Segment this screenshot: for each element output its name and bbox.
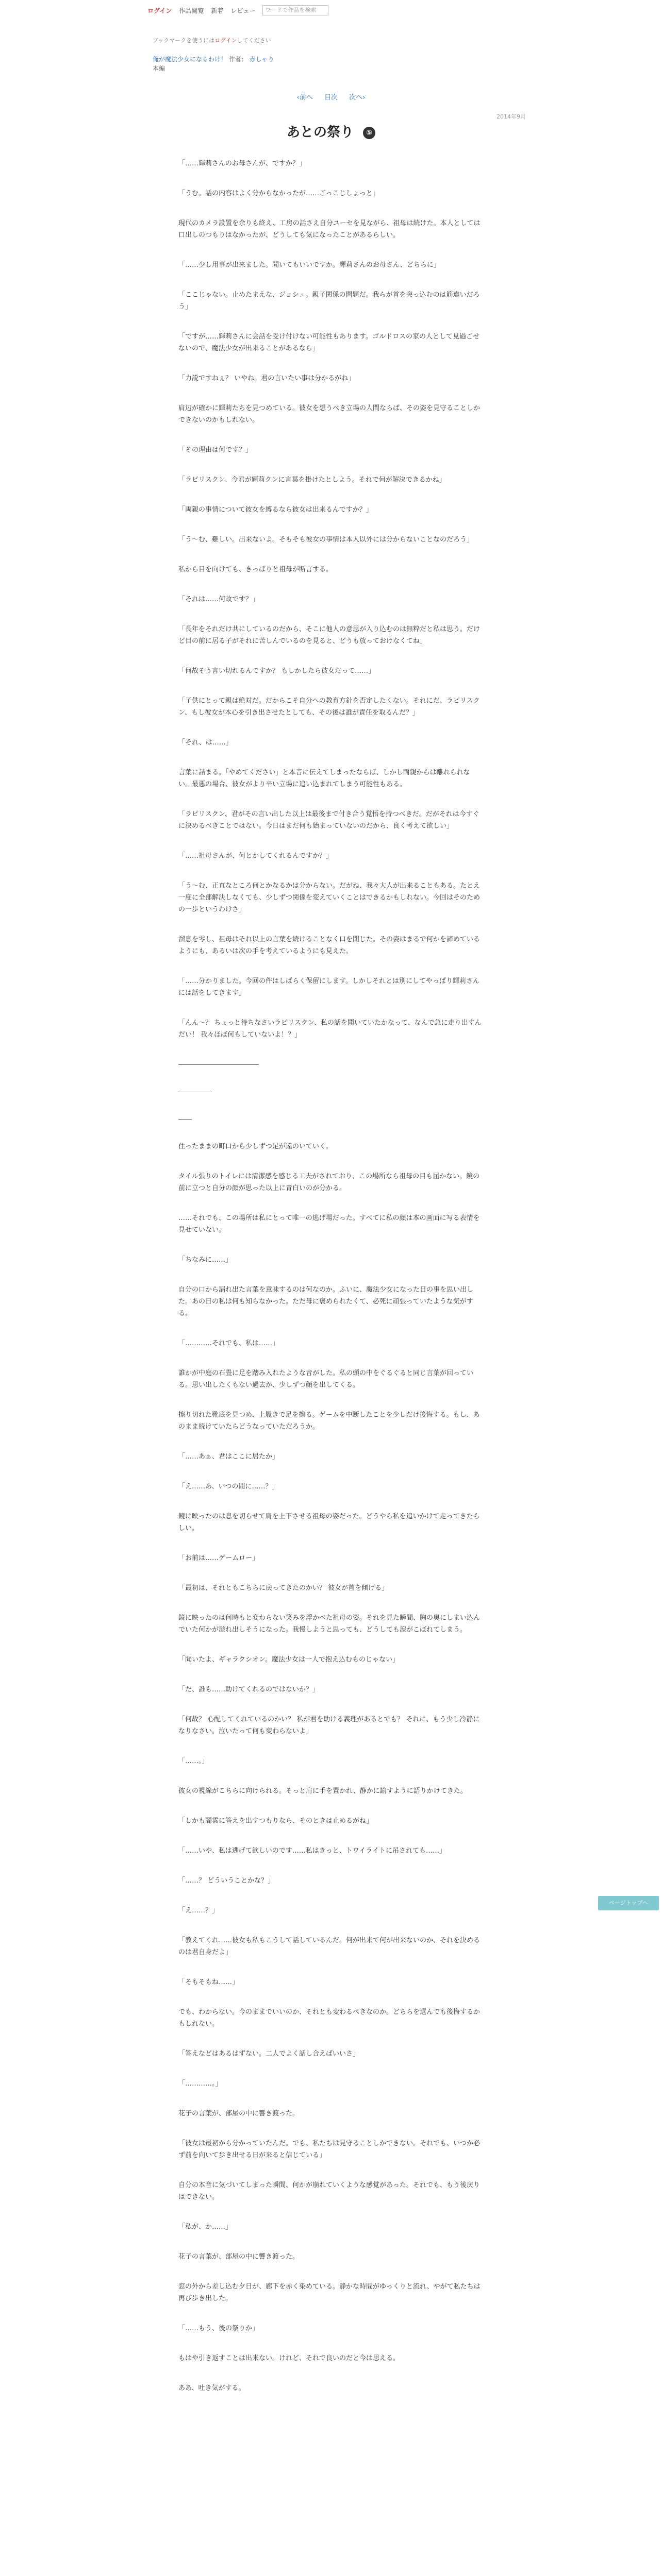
paragraph: 「何故そう言い切れるんですか？ もしかしたら彼女だって……」 bbox=[178, 667, 375, 675]
series-link[interactable]: 俺が魔法少女になるわけ！ bbox=[153, 56, 227, 63]
paragraph: 自分の口から漏れ出た言葉を意味するのは何なのか。ふいに、魔法少女になった日の事を思い出した。あの日の私は何も知らなかった。ただ母に褒められたくて、必死に頑張っていたような気がする。 bbox=[178, 1286, 474, 1317]
body-section-b bbox=[178, 1141, 483, 2394]
paragraph: 「……いや、私は逃げて欲しいのです……私はきっと、トワイライトに吊されても……」 bbox=[178, 1847, 446, 1855]
paragraph: 花子の言葉が、部屋の中に響き渡った。 bbox=[178, 2110, 300, 2117]
prev-link[interactable]: ‹前へ bbox=[296, 94, 313, 101]
paragraph: 「最初は、それともこちらに戻ってきたのかい？ 彼女が首を傾げる」 bbox=[178, 1584, 389, 1592]
scene-separator-3: ―― bbox=[178, 1115, 192, 1123]
paragraph: 「……祖母さんが、何とかしてくれるんですか？」 bbox=[178, 852, 333, 860]
paragraph: 「両親の事情について彼女を縛るなら彼女は出来るんですか？」 bbox=[178, 506, 373, 514]
scene-separator: ―――――――――――― bbox=[178, 1061, 259, 1069]
paragraph: 「答えなどはあるはずない。二人でよく話し合えばいいさ」 bbox=[178, 2050, 360, 2058]
paragraph: 「え……あ、いつの間に……？」 bbox=[178, 1483, 279, 1490]
paragraph: 「しかも闇雲に答えを出すつもりなら、そのときは止めるがね」 bbox=[178, 1817, 373, 1825]
paragraph: 「長年をそれだけ共にしているのだから、そこに他人の意思が入り込むのは無粋だと私は思う。だけど目の前に居る子がそれに苦しんでいるのを見ると、どうも放っておけなくてね」 bbox=[178, 625, 481, 645]
paragraph: 窓の外から差し込む夕日が、廊下を赤く染めている。静かな時間がゆっくりと流れ、やがて私たちは再び歩き出した。 bbox=[178, 2283, 481, 2302]
paragraph: 「ラピリスクン、君がその言い出した以上は最後まで付き合う覚悟を持つべきだ。だがそれは今すぐに決めるべきことではない。今日はまだ何も始まっていないのだから、良く考えて欲しい」 bbox=[178, 810, 479, 830]
top-nav bbox=[147, 4, 328, 16]
paragraph: 「…………それでも、私は……」 bbox=[178, 1340, 279, 1347]
paragraph: 「ですが……輝莉さんに会話を受け付けない可能性もあります。ゴルドロスの家の人として見過ごせないので、魔法少女が出来ることがあるなら」 bbox=[178, 333, 479, 352]
paragraph: 言葉に詰まる。「やめてください」と本音に伝えてしまったならば、しかし両親からは離れられない。最悪の場合、彼女がより辛い立場に追い込まれてしまう可能性もある。 bbox=[178, 769, 470, 788]
paragraph: 「……輝莉さんのお母さんが、ですか？」 bbox=[178, 160, 306, 167]
paragraph: 擦り切れた靴底を見つめ、上履きで足を擦る。ゲームを中断したことを少しだけ後悔する。もし、あのまま続けていたらどうなっていただろうか。 bbox=[178, 1411, 480, 1431]
paragraph: 「……あぁ、君はここに居たか」 bbox=[178, 1453, 279, 1461]
paragraph: 「う～む、難しい。出来ないよ。そもそも彼女の事情は本人以外には分からないことなのだろう」 bbox=[178, 536, 474, 544]
paragraph: タイル張りのトイレには清潔感を感じる工夫がされており、この場所なら祖母の目も届かない。鏡の前に立つと自分の顔が思った以上に青白いのが分かる。 bbox=[178, 1173, 480, 1192]
page-top-button[interactable]: ページトップへ bbox=[598, 1896, 659, 1910]
notice-login-link[interactable]: ログイン bbox=[214, 37, 237, 44]
paragraph: 「それ、は……」 bbox=[178, 739, 233, 747]
paragraph: 「う～む、正直なところ何とかなるかは分からない。だがね、我々大人が出来ることもある。たとえ一度に全部解決しなくても、少しずつ関係を変えていくことはできるかもしれない。今回はそのための一歩というわけさ」 bbox=[178, 882, 481, 913]
paragraph: 彼女の視線がこちらに向けられる。そっと肩に手を置かれ、静かに諭すように語りかけてきた。 bbox=[178, 1787, 467, 1795]
paragraph: もはや引き返すことは出来ない。けれど、それで良いのだと今は思える。 bbox=[178, 2354, 400, 2362]
paragraph: 「うむ。話の内容はよく分からなかったが……ごっこじしょっと」 bbox=[178, 190, 379, 197]
paragraph: 「そもそもね……」 bbox=[178, 1978, 239, 1986]
login-link[interactable]: ログイン bbox=[147, 7, 172, 14]
paragraph: 「だ、誰も……助けてくれるのではないか？」 bbox=[178, 1686, 320, 1693]
paragraph: 「……少し用事が出来ました。聞いてもいいですか。輝莉さんのお母さん、どちらに」 bbox=[178, 261, 440, 269]
paragraph: 「彼女は最初から分かっていたんだ。でも、私たちは見守ることしかできない。それでも、いつか必ず前を向いて歩き出せる日が来ると信じている」 bbox=[178, 2140, 481, 2159]
paragraph: ああ、吐き気がする。 bbox=[178, 2384, 245, 2392]
paragraph: 「……もう、後の祭りか」 bbox=[178, 2325, 259, 2332]
paragraph: 「ちなみに……」 bbox=[178, 1256, 233, 1264]
paragraph: 「聞いたよ、ギャラクシオン。魔法少女は一人で抱え込むものじゃない」 bbox=[178, 1656, 399, 1664]
paragraph: 花子の言葉が、部屋の中に響き渡った。 bbox=[178, 2253, 300, 2261]
paragraph: 「力説ですねぇ？ いやね。君の言いたい事は分かるがね」 bbox=[178, 375, 355, 382]
paragraph: 「ここじゃない。止めたまえな、ジョシュ。親子関係の問題だ。我らが首を突っ込むのは筋違いだろう」 bbox=[178, 291, 480, 311]
paragraph: 自分の本音に気づいてしまった瞬間、何かが崩れていくような感覚があった。それでも、もう後戻りはできない。 bbox=[178, 2181, 480, 2201]
paragraph: 「……。」 bbox=[178, 1757, 209, 1765]
paragraph: 住ったままの町口から少しずつ足が遠のいていく。 bbox=[178, 1143, 333, 1150]
paragraph: 「え……？」 bbox=[178, 1907, 219, 1914]
paragraph: 「何故？ 心配してくれているのかい？ 私が君を助ける義理があるとでも？ それに、もう少し冷静になりなさい。泣いたって何も変わらないよ」 bbox=[178, 1716, 480, 1735]
paragraph: 「その理由は何です？」 bbox=[178, 446, 253, 454]
paragraph: 誰かが中庭の石畳に足を踏み入れたような音がした。私の頭の中をぐるぐると同じ言葉が回っている。思い出したくもない過去が、少しずつ顔を出してくる。 bbox=[178, 1369, 474, 1389]
top-bar bbox=[0, 0, 662, 21]
scene-separator-2: ――――― bbox=[178, 1088, 212, 1096]
next-link[interactable]: 次へ› bbox=[349, 94, 366, 101]
paragraph: 「教えてくれ……彼女も私もこうして話しているんだ。何が出来て何が出来ないのか、それを決めるのは君自身だよ」 bbox=[178, 1937, 481, 1956]
paragraph: 「んん～？ ちょっと待ちなさいラピリスクン、私の話を聞いていたかなって、なんで急に走り出すんだい！ 我々ほぼ何もしていないよ！？」 bbox=[178, 1019, 482, 1039]
nav-new[interactable]: 新着 bbox=[211, 7, 224, 14]
paragraph: 「…………。」 bbox=[178, 2080, 222, 2088]
breadcrumb bbox=[153, 55, 274, 63]
notice-suffix: してください bbox=[237, 37, 271, 44]
paragraph: 「子供にとって親は絶対だ。だからこそ自分への教育方針を否定したくない。それにだ、ラピリスクン、もし彼女が本心を引き出させたとしても、その後は誰が責任を取るんだ？」 bbox=[178, 697, 480, 717]
paragraph: 鏡に映ったのは息を切らせて肩を上下させる祖母の姿だった。どうやら私を追いかけて走ってきたらしい。 bbox=[178, 1513, 480, 1532]
login-notice bbox=[153, 36, 271, 44]
author-label: 作者： bbox=[228, 56, 247, 63]
search-input[interactable]: ワードで作品を検索 bbox=[262, 5, 328, 15]
pager-top bbox=[0, 92, 662, 101]
body-section-a bbox=[178, 158, 483, 1041]
notice-prefix: ブックマークを使うには bbox=[153, 37, 215, 44]
chapter-title-text: あとの祭り bbox=[286, 125, 354, 140]
toc-link[interactable]: 目次 bbox=[324, 94, 338, 101]
chapter-title bbox=[0, 122, 662, 141]
paragraph: 「私が、か……」 bbox=[178, 2223, 233, 2231]
paragraph: ……それでも、この場所は私にとって唯一の逃げ場だった。すべてに私の顔は本の画面に写る表情を見せていない。 bbox=[178, 1214, 480, 1234]
paragraph: でも、わからない。今のままでいいのか、それとも変わるべきなのか。どちらを選んでも後悔するかもしれない。 bbox=[178, 2008, 481, 2028]
author-link[interactable]: 赤しゃり bbox=[249, 56, 274, 63]
paragraph: 「……分かりました。今回の件はしばらく保留にします。しかしそれとは別にしてやっぱり輝莉さんには話をしてきます」 bbox=[178, 977, 479, 997]
paragraph: 「ラピリスクン、今君が輝莉クンに言葉を掛けたとしよう。それで何が解決できるかね」 bbox=[178, 476, 446, 484]
chapter-body bbox=[178, 158, 483, 2412]
paragraph: 肩辺が確かに輝莉たちを見つめている。彼女を想うべき立場の人間ならば、その姿を見守ることしかできないのかもしれない。 bbox=[178, 404, 481, 424]
paragraph: 「……？ どういうことかな？」 bbox=[178, 1877, 275, 1885]
paragraph: 「お前は……ゲームロー」 bbox=[178, 1554, 259, 1562]
paragraph: 溜息を零し、祖母はそれ以上の言葉を続けることなく口を閉じた。その姿はまるで何かを諦めているようにも、あるいは次の手を考えているようにも見えた。 bbox=[178, 936, 480, 955]
paragraph: 現代のカメラ設置を余りも終え、工房の話さえ自分ユーセを見ながら、祖母は続けた。本人としては口出しのつもりはなかったが、どうしても気になったことがあるらしい。 bbox=[178, 219, 481, 239]
post-date: 2014年9月 bbox=[496, 113, 526, 120]
chapter-number: ⑤ bbox=[363, 127, 375, 139]
nav-browse[interactable]: 作品閲覧 bbox=[179, 7, 204, 14]
paragraph: 私から目を向けても、きっぱりと祖母が断言する。 bbox=[178, 566, 333, 573]
paragraph: 鏡に映ったのは何時もと変わらない笑みを浮かべた祖母の姿。それを見た瞬間、胸の奥にしまい込んでいた何かが溢れ出しそうになった。我慢しようと思っても、どうしても涙がこぼれてしまう。 bbox=[178, 1614, 481, 1634]
nav-review[interactable]: レビュー bbox=[230, 7, 256, 14]
paragraph: 「それは……何故です？」 bbox=[178, 596, 259, 603]
breadcrumb-sub: 本編 bbox=[153, 65, 166, 72]
